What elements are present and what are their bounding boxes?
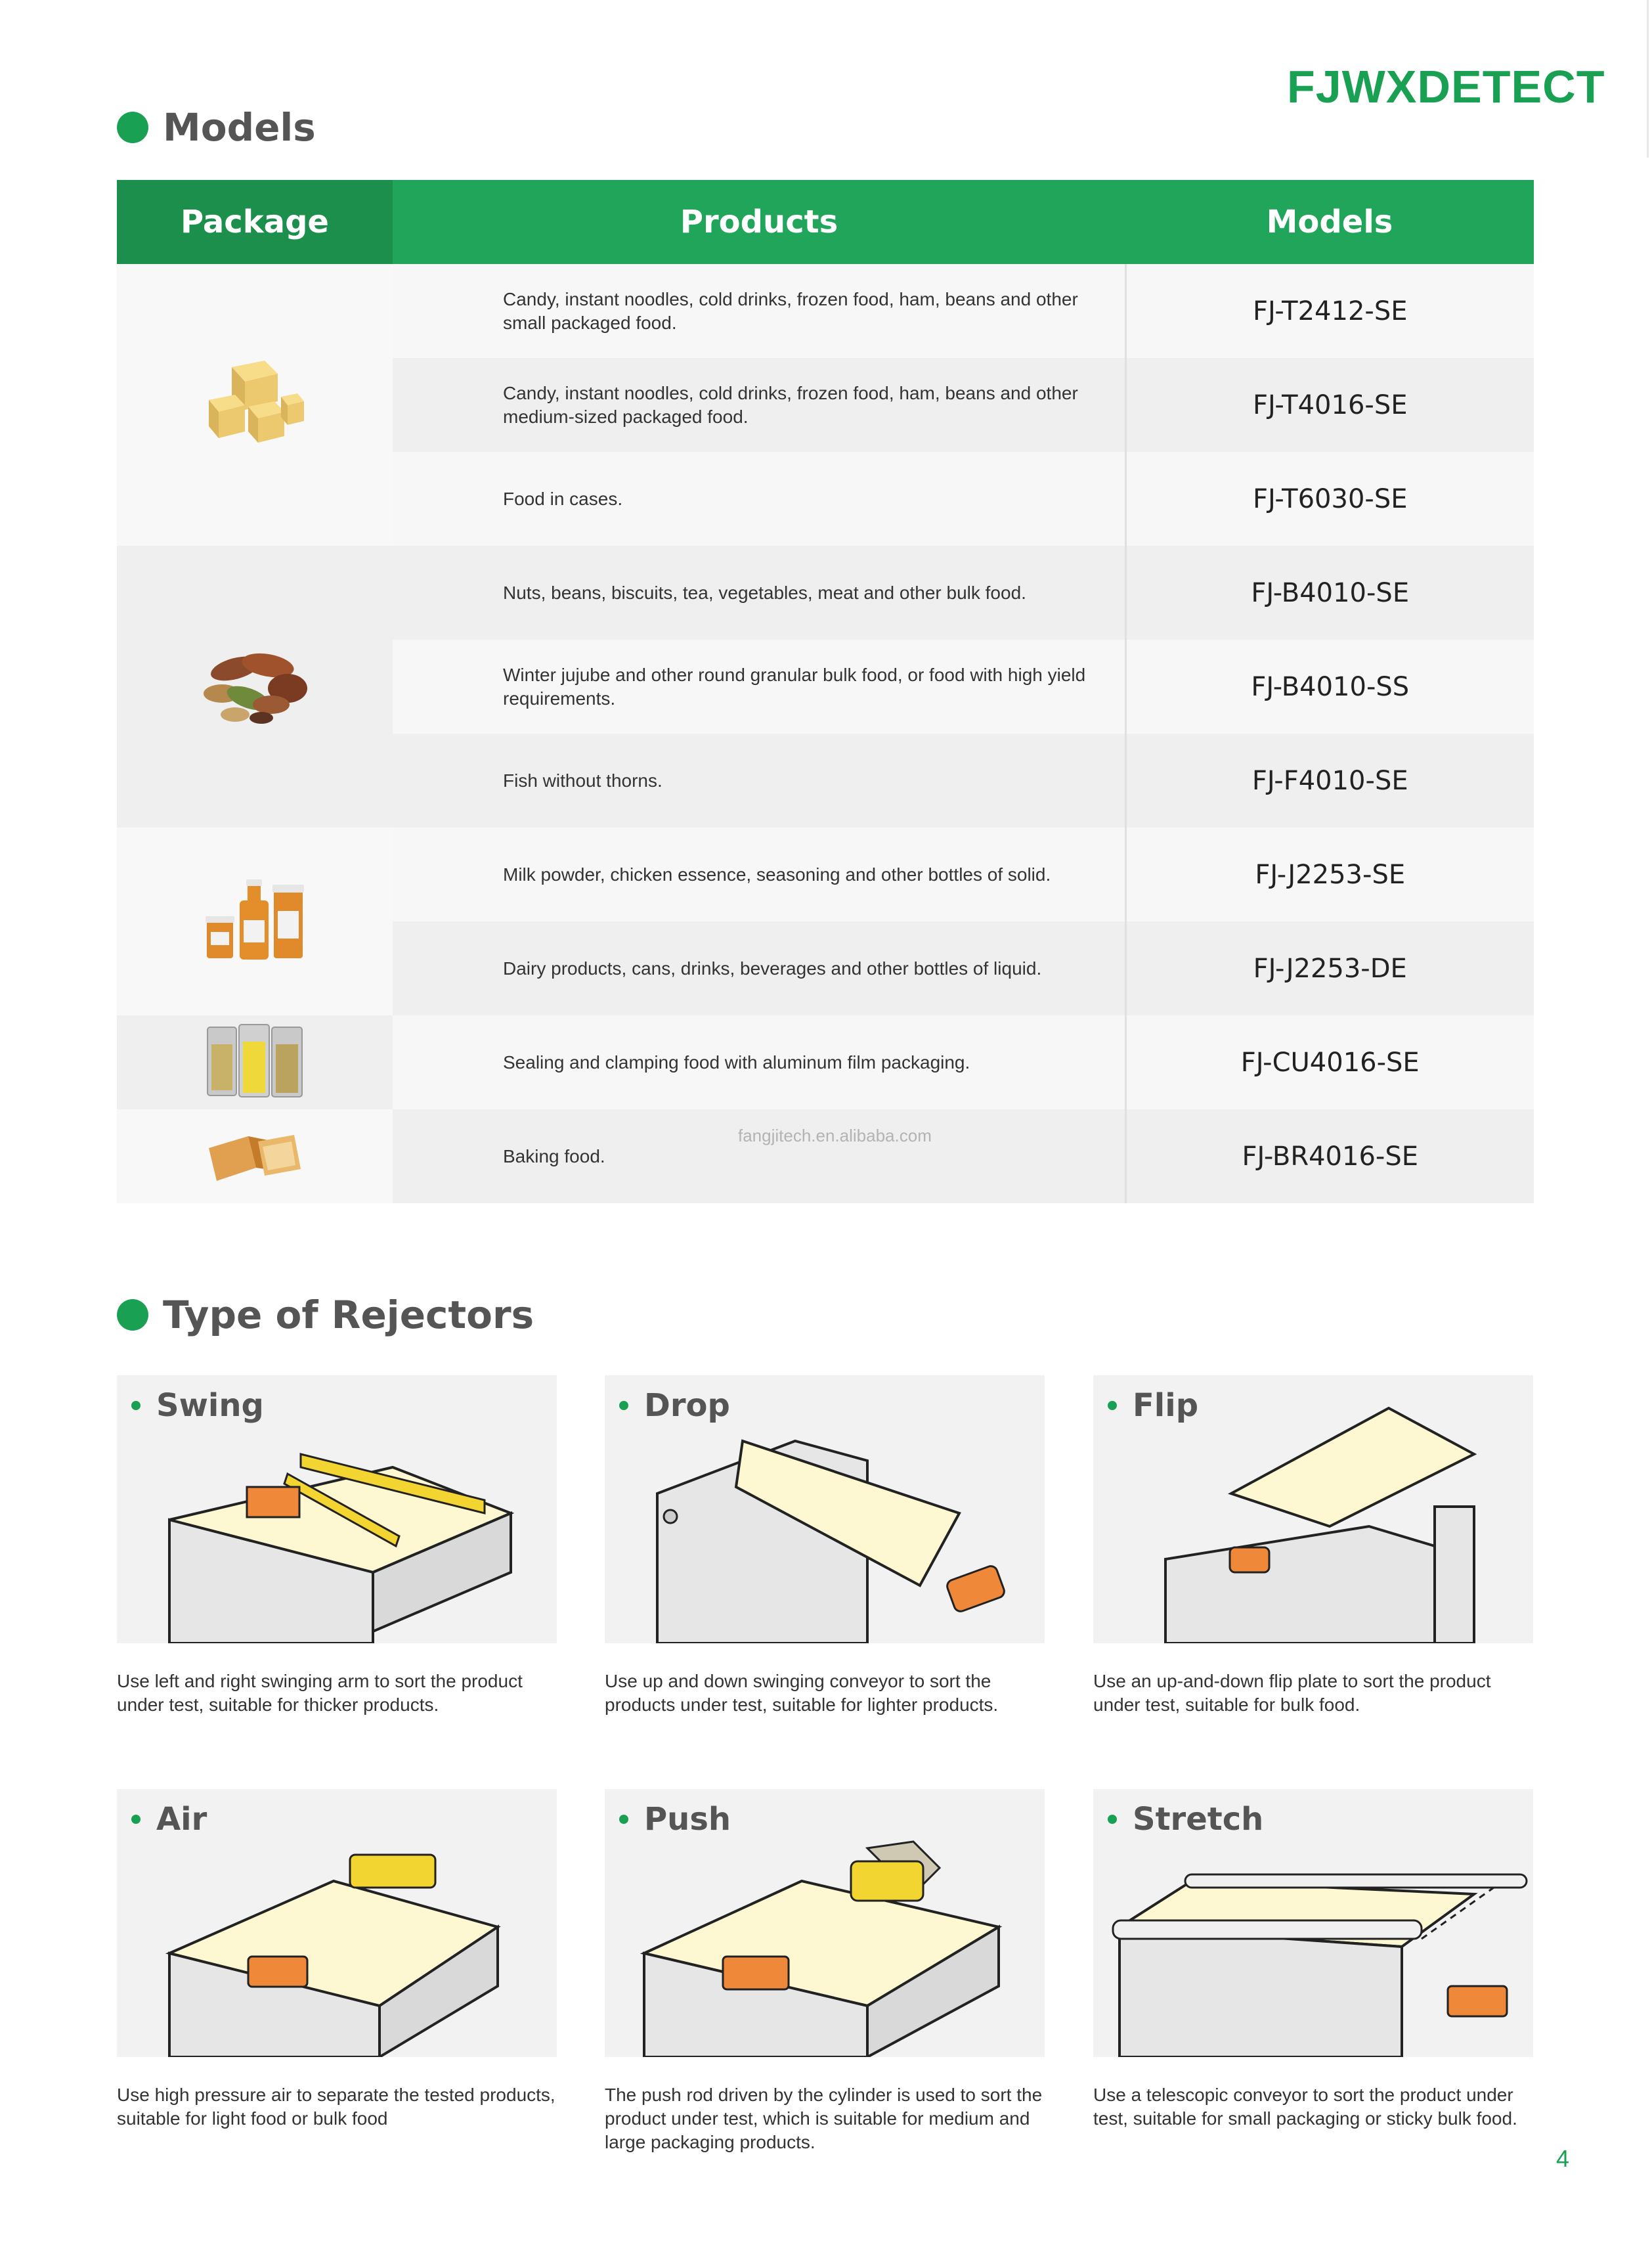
- header-package: Package: [117, 180, 393, 264]
- model-cell: FJ-CU4016-SE: [1125, 1015, 1534, 1109]
- nuts-icon: [196, 642, 314, 728]
- green-dot-icon: [117, 112, 148, 143]
- table-row: [117, 546, 1534, 640]
- rejector-illustration: [1093, 1375, 1533, 1643]
- rejector-desc: Use a telescopic conveyor to sort the product under test, suitable for small packaging or sticky bulk food.: [1093, 2085, 1517, 2129]
- bullet-icon: [1108, 1401, 1117, 1410]
- rejector-name: Push: [619, 1801, 731, 1838]
- table-row: [117, 264, 1534, 358]
- rejector-desc: The push rod driven by the cylinder is used to sort the product under test, which is suitable for medium and large packaging products.: [605, 2085, 1043, 2152]
- models-table: [117, 180, 1534, 1203]
- package-cell: [117, 1015, 393, 1109]
- bullet-icon: [619, 1401, 628, 1410]
- bullet-icon: [131, 1401, 141, 1410]
- rejector-card-drop: [605, 1375, 1045, 1717]
- products-cell: Dairy products, cans, drinks, beverages and other bottles of liquid.: [393, 921, 1125, 1015]
- green-dot-icon: [117, 1299, 148, 1331]
- rejector-name: Drop: [619, 1387, 730, 1424]
- products-cell: Winter jujube and other round granular bulk food, or food with high yield requirements.: [393, 640, 1125, 734]
- products-cell: Nuts, beans, biscuits, tea, vegetables, meat and other bulk food.: [393, 546, 1125, 640]
- bullet-icon: [131, 1815, 141, 1824]
- rejector-card-stretch: [1093, 1789, 1533, 2131]
- models-section-title: [117, 105, 316, 150]
- model-cell: FJ-T2412-SE: [1125, 264, 1534, 358]
- products-cell: Fish without thorns.: [393, 734, 1125, 828]
- rejectors-title-text: Type of Rejectors: [163, 1293, 534, 1337]
- bread-icon: [202, 1122, 307, 1187]
- model-cell: FJ-T4016-SE: [1125, 358, 1534, 452]
- rejector-card-flip: [1093, 1375, 1533, 1717]
- model-cell: FJ-T6030-SE: [1125, 452, 1534, 546]
- rejector-desc: Use an up-and-down flip plate to sort the product under test, suitable for bulk food.: [1093, 1671, 1491, 1715]
- rejector-illustration: [605, 1789, 1045, 2057]
- header-models: Models: [1125, 180, 1534, 264]
- package-cell: [117, 546, 393, 828]
- rejector-card-air: [117, 1789, 557, 2131]
- rejectors-section-title: [117, 1293, 534, 1337]
- rejector-illustration: [117, 1789, 557, 2057]
- package-cell: [117, 1109, 393, 1203]
- model-cell: FJ-B4010-SE: [1125, 546, 1534, 640]
- package-cell: [117, 264, 393, 546]
- products-cell: Baking food.: [393, 1109, 1125, 1203]
- page-number: 4: [1556, 2145, 1570, 2172]
- rejector-illustration: [605, 1375, 1045, 1643]
- page-edge-line: [1647, 0, 1649, 158]
- models-title-text: Models: [163, 105, 316, 150]
- rejector-name: Swing: [131, 1387, 264, 1424]
- products-cell: Sealing and clamping food with aluminum film packaging.: [393, 1015, 1125, 1109]
- brand-logo: FJWXDETECT: [1287, 61, 1605, 112]
- header-products: Products: [393, 180, 1125, 264]
- rejector-name: Flip: [1108, 1387, 1198, 1424]
- rejector-card-swing: [117, 1375, 557, 1717]
- model-cell: FJ-F4010-SE: [1125, 734, 1534, 828]
- products-cell: Food in cases.: [393, 452, 1125, 546]
- table-row: [117, 1109, 1534, 1203]
- package-cell: [117, 828, 393, 1015]
- model-cell: FJ-J2253-SE: [1125, 828, 1534, 921]
- rejector-illustration: [117, 1375, 557, 1643]
- rejector-card-push: [605, 1789, 1045, 2154]
- rejector-desc: Use up and down swinging conveyor to sort the products under test, suitable for lighter products.: [605, 1671, 999, 1715]
- products-cell: Candy, instant noodles, cold drinks, frozen food, ham, beans and other medium-sized packaged food.: [393, 358, 1125, 452]
- rejector-desc: Use high pressure air to separate the tested products, suitable for light food or bulk food: [117, 2085, 555, 2129]
- rejector-desc: Use left and right swinging arm to sort the product under test, suitable for thicker products.: [117, 1671, 523, 1715]
- rejector-illustration: [1093, 1789, 1533, 2057]
- models-table-header: [117, 180, 1534, 264]
- bullet-icon: [1108, 1815, 1117, 1824]
- model-cell: FJ-J2253-DE: [1125, 921, 1534, 1015]
- model-cell: FJ-BR4016-SE: [1125, 1109, 1534, 1203]
- table-row: [117, 828, 1534, 921]
- products-cell: Milk powder, chicken essence, seasoning and other bottles of solid.: [393, 828, 1125, 921]
- table-row: [117, 1015, 1534, 1109]
- model-cell: FJ-B4010-SS: [1125, 640, 1534, 734]
- watermark: fangjitech.en.alibaba.com: [738, 1126, 932, 1145]
- products-cell: Candy, instant noodles, cold drinks, frozen food, ham, beans and other small packaged food.: [393, 264, 1125, 358]
- bullet-icon: [619, 1815, 628, 1824]
- pouches-icon: [202, 1018, 307, 1103]
- rejector-name: Stretch: [1108, 1801, 1263, 1838]
- rejector-name: Air: [131, 1801, 207, 1838]
- cheese-cubes-icon: [199, 354, 311, 453]
- bottles-icon: [199, 874, 311, 966]
